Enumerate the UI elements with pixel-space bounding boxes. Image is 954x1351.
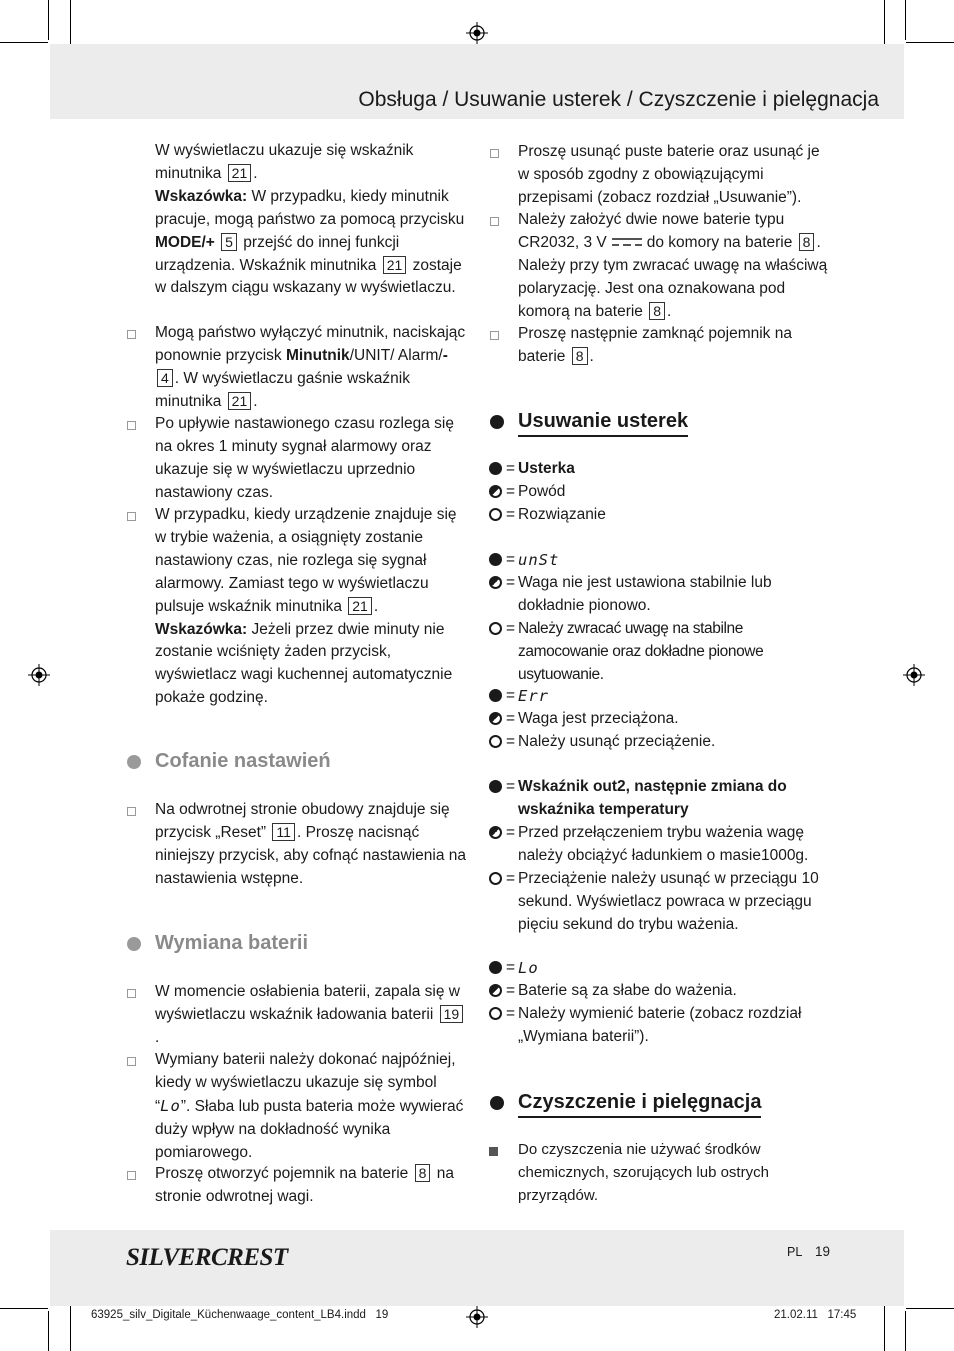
ref-number: 8 bbox=[415, 1164, 431, 1182]
ref-number: 21 bbox=[228, 164, 252, 182]
cause-symbol-icon bbox=[489, 712, 502, 725]
crop-mark bbox=[906, 42, 954, 43]
solution-symbol-icon bbox=[489, 735, 502, 748]
list-item: W momencie osłabienia baterii, zapala się w wyświetlaczu wskaźnik ładowania baterii 19. bbox=[155, 981, 467, 1050]
crop-mark bbox=[48, 1311, 49, 1351]
section-heading-reset: Cofanie nastawień bbox=[155, 750, 331, 773]
crop-mark bbox=[70, 0, 71, 46]
list-item: W przypadku, kiedy urządzenie znajduje się w trybie ważenia, a osiągnięty zostanie nastawiony czas, nie rozlega się sygnał alarmowy. Zamiast tego w wyświetlaczu pulsuje wskaźnik minutnika 21 . Wskazówka: Jeżeli przez dwie minuty nie zostanie wciśnięty żaden przycisk, wyświetlacz wagi kuchennej automatycznie pokaże godzinę. bbox=[155, 506, 457, 707]
lcd-symbol: Lo bbox=[160, 1096, 181, 1115]
ref-number: 8 bbox=[572, 347, 588, 365]
crop-mark bbox=[48, 0, 49, 40]
bullet-icon bbox=[490, 149, 499, 158]
registration-mark-icon bbox=[466, 22, 488, 44]
note-paragraph: Wskazówka: W przypadku, kiedy minutnik pracuje, mogą państwo za pomocą przycisku MODE/+ 5 przejść do innej funkcji urządzenia. Wskaźnik minutnika 21 zostaje w dalszym ciągu wskazany w wyświetlaczu. bbox=[155, 187, 465, 297]
ref-number: 21 bbox=[383, 256, 407, 274]
bullet-icon bbox=[127, 807, 136, 816]
crop-mark bbox=[905, 1311, 906, 1351]
fault-symbol-icon bbox=[489, 553, 502, 566]
list-item: Wymiany baterii należy dokonać najpóźniej, kiedy w wyświetlaczu ukazuje się symbol “Lo”. Słaba lub pusta bateria może wywierać duży wpływ na dokładność wynika pomiarowego. bbox=[155, 1051, 464, 1161]
crop-mark bbox=[0, 42, 48, 43]
registration-mark-icon bbox=[903, 664, 925, 686]
ref-number: 21 bbox=[348, 597, 372, 615]
ref-number: 5 bbox=[221, 233, 237, 251]
solution-symbol-icon bbox=[489, 872, 502, 885]
crop-mark bbox=[906, 1308, 954, 1309]
cause-symbol-icon bbox=[489, 826, 502, 839]
cause-symbol-icon bbox=[489, 576, 502, 589]
heading-bullet-icon bbox=[490, 415, 504, 429]
left-column-intro bbox=[155, 140, 467, 300]
list-item: Proszę następnie zamknąć pojemnik na baterie 8 . bbox=[518, 325, 792, 365]
page-language: PL bbox=[787, 1245, 803, 1259]
page-number: 19 bbox=[815, 1244, 831, 1259]
solution-symbol-icon bbox=[489, 508, 502, 521]
ref-number: 19 bbox=[440, 1005, 464, 1023]
file-info: 63925_silv_Digitale_Küchenwaage_content_LB4.indd 19 bbox=[91, 1309, 389, 1321]
bullet-icon bbox=[490, 217, 499, 226]
note-label: Wskazówka: bbox=[155, 620, 248, 638]
crop-mark bbox=[70, 1305, 71, 1351]
ref-number: 21 bbox=[228, 392, 252, 410]
paragraph: W wyświetlaczu ukazuje się wskaźnik minutnika 21 . bbox=[155, 142, 414, 182]
section-heading-troubleshooting: Usuwanie usterek bbox=[518, 410, 688, 433]
registration-mark-icon bbox=[466, 1306, 488, 1328]
heading-bullet-icon bbox=[127, 937, 141, 951]
bullet-icon bbox=[127, 1171, 136, 1180]
list-item: Proszę usunąć puste baterie oraz usunąć je w sposób zgodny z obowiązującymi przepisami (zobacz rozdział „Usuwanie”). bbox=[518, 143, 820, 206]
registration-mark-icon bbox=[28, 664, 50, 686]
fault-symbol-icon bbox=[489, 780, 502, 793]
bullet-icon bbox=[127, 330, 136, 339]
brand-logo: SILVERCREST bbox=[126, 1244, 288, 1271]
fault-symbol-icon bbox=[489, 689, 502, 702]
ref-number: 11 bbox=[272, 823, 295, 841]
fault-symbol-icon bbox=[489, 462, 502, 475]
ref-number: 4 bbox=[157, 369, 173, 387]
note-label: Wskazówka: bbox=[155, 187, 248, 205]
ref-number: 8 bbox=[799, 233, 815, 251]
crop-mark bbox=[905, 0, 906, 40]
fault-symbol-icon bbox=[489, 961, 502, 974]
cause-symbol-icon bbox=[489, 485, 502, 498]
solution-symbol-icon bbox=[489, 622, 502, 635]
bullet-icon bbox=[489, 1147, 498, 1156]
print-date: 21.02.11 17:45 bbox=[774, 1309, 857, 1321]
bullet-icon bbox=[127, 512, 136, 521]
list-item: Należy założyć dwie nowe baterie typu CR2032, 3 V do komory na baterie 8 . Należy przy tym zwracać uwagę na właściwą polaryzację. Jest ona oznakowana pod komorą na baterie 8 . bbox=[518, 211, 828, 320]
solution-symbol-icon bbox=[489, 1007, 502, 1020]
cause-symbol-icon bbox=[489, 984, 502, 997]
list-item: Mogą państwo wyłączyć minutnik, naciskając ponownie przycisk Minutnik/UNIT/ Alarm/- 4 . W wyświetlaczu gaśnie wskaźnik minutnika 21 . bbox=[155, 324, 466, 410]
section-heading-cleaning: Czyszczenie i pielęgnacja bbox=[518, 1091, 761, 1114]
page-title: Obsługa / Usuwanie usterek / Czyszczenie i pielęgnacja bbox=[358, 88, 879, 111]
dc-voltage-icon bbox=[611, 237, 643, 247]
bullet-icon bbox=[127, 421, 136, 430]
crop-mark bbox=[884, 1305, 885, 1351]
crop-mark bbox=[0, 1308, 48, 1309]
crop-mark bbox=[884, 0, 885, 46]
list-item: Proszę otworzyć pojemnik na baterie 8 na stronie odwrotnej wagi. bbox=[155, 1165, 454, 1205]
list-item: Do czyszczenia nie używać środków chemicznych, szorujących lub ostrych przyrządów. bbox=[518, 1141, 769, 1204]
section-heading-battery: Wymiana baterii bbox=[155, 932, 308, 955]
bullet-icon bbox=[490, 331, 499, 340]
heading-bullet-icon bbox=[490, 1096, 504, 1110]
ref-number: 8 bbox=[649, 302, 665, 320]
list-item: Po upływie nastawionego czasu rozlega się na okres 1 minuty sygnał alarmowy oraz ukazuje się w wyświetlaczu uprzednio nastawiony czas. bbox=[155, 415, 454, 501]
bullet-icon bbox=[127, 1057, 136, 1066]
list-item: Na odwrotnej stronie obudowy znajduje się przycisk „Reset” 11 . Proszę nacisnąć niniejszy przycisk, aby cofnąć nastawienia na nastawienia wstępne. bbox=[155, 801, 467, 887]
heading-bullet-icon bbox=[127, 755, 141, 769]
bullet-icon bbox=[127, 989, 136, 998]
